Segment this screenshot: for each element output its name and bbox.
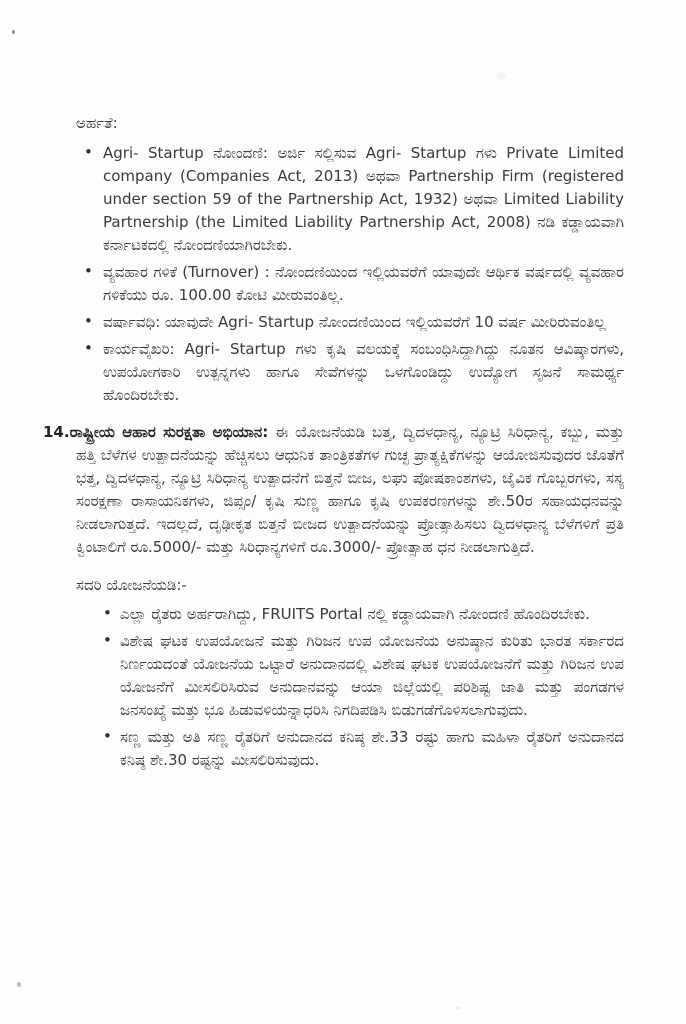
list-item-text: ಕಾರ್ಯವೈಖರಿ: Agri- Startup ಗಳು ಕೃಷಿ ವಲಯಕ್ಕೆ ಸಂಬಂಧಿಸಿದ್ದಾಗಿದ್ದು ನೂತನ ಆವಿಷ್ಕಾರಗಳು, ಉಪಯೋಗಕಾರಿ ಉತ್ಪನ್ನಗಳು ಹಾಗೂ ಸೇವೆಗಳನ್ನು ಒಳಗೊಂಡಿದ್ದು ಉದ್ಯೋಗ ಸೃಜನೆ ಸಾಮರ್ಥ್ಯ ಹೊಂದಿರಬೇಕು. <box>103 340 624 404</box>
list-item-text: ಸಣ್ಣ ಮತ್ತು ಅತಿ ಸಣ್ಣ ರೈತರಿಗೆ ಅನುದಾನದ ಕನಿಷ್ಠ ಶೇ.33 ರಷ್ಟು ಹಾಗು ಮಹಿಳಾ ರೈತರಿಗೆ ಅನುದಾನದ ಕನಿಷ್ಠ ಶೇ.30 ರಷ್ಟನ್ನು ಮೀಸಲಿರಿಸುವುದು. <box>120 728 624 769</box>
scan-speck <box>12 30 15 34</box>
bullet-icon: • <box>103 727 112 745</box>
list-item <box>84 338 624 407</box>
scan-speck <box>17 982 21 987</box>
list-item-text: Agri- Startup ನೋಂದಣಿ: ಅರ್ಜಿ ಸಲ್ಲಿಸುವ Agri- Startup ಗಳು Private Limited company (Companies Act, 2013) ಅಥವಾ Partnership Firm (registered under section 59 of the Partnership Act, 1932) ಅಥವಾ Limited Liability Partnership (the Limited Liability Partnership Act, 2008) ನಡಿ ಕಡ್ಡಾಯವಾಗಿ ಕರ್ನಾಟಕದಲ್ಲಿ ನೋಂದಣಿಯಾಗಿರಬೇಕು. <box>103 144 624 254</box>
bullet-icon: • <box>84 339 93 357</box>
section-14-title: 14.ರಾಷ್ಟ್ರೀಯ ಆಹಾರ ಸುರಕ್ಷತಾ ಅಭಿಯಾನ: <box>43 423 269 441</box>
list-item <box>103 726 624 772</box>
list-item <box>84 261 624 307</box>
bullet-icon: • <box>103 604 112 622</box>
eligibility-section <box>76 112 624 407</box>
list-item-text: ಎಲ್ಲಾ ರೈತರು ಅರ್ಹರಾಗಿದ್ದು, FRUITS Portal ನಲ್ಲಿ ಕಡ್ಡಾಯವಾಗಿ ನೋಂದಣಿ ಹೊಂದಿರಬೇಕು. <box>120 605 590 623</box>
bullet-icon: • <box>84 143 93 161</box>
scan-speck <box>455 1006 461 1010</box>
section-14-body: ಈ ಯೋಜನೆಯಡಿ ಬತ್ತ, ದ್ವಿದಳಧಾನ್ಯ, ನ್ಯೂಟ್ರಿ ಸಿರಿಧಾನ್ಯ, ಕಬ್ಬು, ಮತ್ತು ಹತ್ತಿ ಬೆಳೆಗಳ ಉತ್ಪಾದನೆಯನ್ನು ಹೆಚ್ಚಿಸಲು ಆಧುನಿಕ ತಾಂತ್ರಿಕತೆಗಳ ಗುಚ್ಛ ಪ್ರಾತ್ಯಕ್ಷಿಕೆಗಳನ್ನು ಆಯೋಜಿಸುವುದರ ಜೊತೆಗೆ ಭತ್ತ, ದ್ವಿದಳಧಾನ್ಯ, ನ್ಯೂಟ್ರಿ ಸಿರಿಧಾನ್ಯ ಉತ್ಪಾದನೆಗೆ ಬಿತ್ತನೆ ಬೀಜ, ಲಘು ಪೋಷಕಾಂಶಗಳು, ಜೈವಿಕ ಗೊಬ್ಬರಗಳು, ಸಸ್ಯ ಸಂರಕ್ಷಣಾ ರಾಸಾಯನಿಕಗಳು, ಜಿಪ್ಸಂ/ ಕೃಷಿ ಸುಣ್ಣ ಹಾಗೂ ಕೃಷಿ ಉಪಕರಣಗಳನ್ನು ಶೇ.50ರ ಸಹಾಯಧನವನ್ನು ನೀಡಲಾಗುತ್ತದೆ. ಇದಲ್ಲದೆ, ದೃಢೀಕೃತ ಬಿತ್ತನೆ ಬೀಜದ ಉತ್ಪಾದನೆಯನ್ನು ಪ್ರೋತ್ಸಾಹಿಸಲು ದ್ವಿದಳಧಾನ್ಯ ಬೆಳೆಗಳಿಗೆ ಪ್ರತಿ ಕ್ವಿಂಟಾಲಿಗೆ ರೂ.5000/- ಮತ್ತು ಸಿರಿಧಾನ್ಯಗಳಿಗೆ ರೂ.3000/- ಪ್ರೋತ್ಸಾಹ ಧನ ನೀಡಲಾಗುತ್ತಿದೆ. <box>76 423 624 556</box>
bullet-icon: • <box>103 631 112 649</box>
bullet-icon: • <box>84 312 93 330</box>
section-14-paragraph <box>43 421 624 559</box>
list-item <box>84 311 624 334</box>
eligibility-heading: ಅರ್ಹತೆ: <box>76 114 118 132</box>
list-item <box>103 630 624 722</box>
list-item-text: ವರ್ಷಾವಧಿ: ಯಾವುದೇ Agri- Startup ನೋಂದಣಿಯಿಂದ ಇಲ್ಲಿಯವರೆಗೆ 10 ವರ್ಷ ಮೀರಿರುವಂತಿಲ್ಲ <box>103 313 606 331</box>
document-content <box>43 112 624 776</box>
list-item-text: ವಿಶೇಷ ಘಟಕ ಉಪಯೋಜನೆ ಮತ್ತು ಗಿರಿಜನ ಉಪ ಯೋಜನೆಯ ಅನುಷ್ಠಾನ ಕುರಿತು ಭಾರತ ಸರ್ಕಾರದ ನಿರ್ಣಯದಂತೆ ಯೋಜನೆಯ ಒಟ್ಟಾರೆ ಅನುದಾನದಲ್ಲಿ ವಿಶೇಷ ಘಟಕ ಉಪಯೋಜನೆಗೆ ಮತ್ತು ಗಿರಿಜನ ಉಪ ಯೋಜನೆಗೆ ಮೀಸಲಿರಿಸಿರುವ ಅನುದಾನವನ್ನು ಆಯಾ ಜಿಲ್ಲೆಯಲ್ಲಿ ಪರಿಶಿಷ್ಟ ಜಾತಿ ಮತ್ತು ಪಂಗಡಗಳ ಜನಸಂಖ್ಯೆ ಮತ್ತು ಭೂ ಹಿಡುವಳಿಯನ್ನಾಧರಿಸಿ ನಿಗದಿಪಡಿಸಿ ಬಿಡುಗಡೆಗೊಳಿಸಲಾಗುವುದು. <box>120 632 624 719</box>
scan-speck <box>496 72 506 80</box>
list-item-text: ವ್ಯವಹಾರ ಗಳಿಕೆ (Turnover) : ನೋಂದಣಿಯಿಂದ ಇಲ್ಲಿಯವರೆಗೆ ಯಾವುದೇ ಆರ್ಥಿಕ ವರ್ಷದಲ್ಲಿ ವ್ಯವಹಾರ ಗಳಿಕೆಯು ರೂ. 100.00 ಕೋಟಿ ಮೀರುವಂತಿಲ್ಲ. <box>103 263 624 304</box>
scheme-list <box>76 603 624 772</box>
list-item <box>103 603 624 626</box>
eligibility-list <box>76 142 624 407</box>
list-item <box>84 142 624 257</box>
scheme-section <box>76 574 624 772</box>
scheme-heading: ಸದರಿ ಯೋಜನೆಯಡಿ:- <box>76 576 187 594</box>
bullet-icon: • <box>84 262 93 280</box>
